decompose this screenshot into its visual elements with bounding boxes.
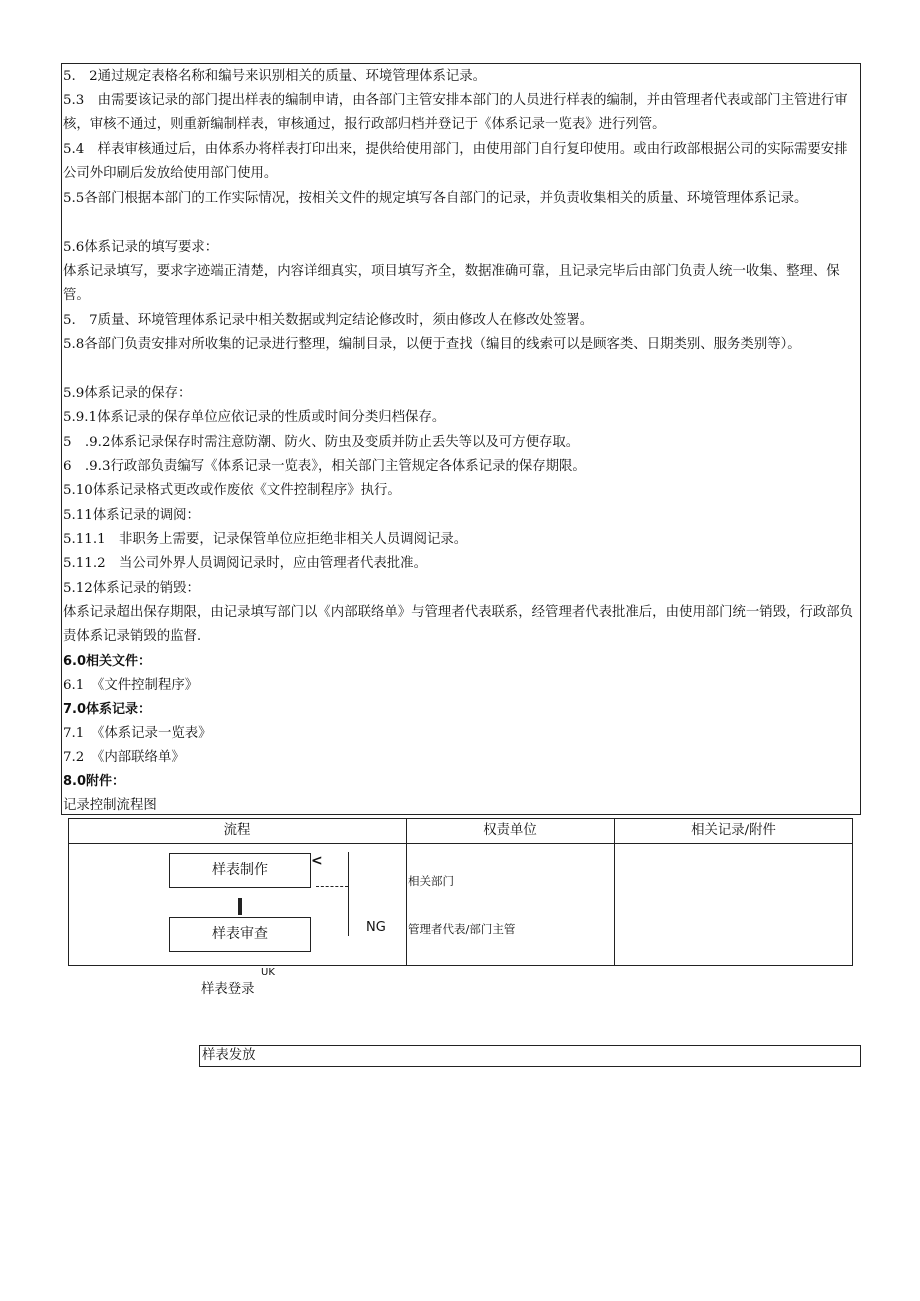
ng-label: NG xyxy=(366,920,386,935)
flow-connector xyxy=(238,898,242,915)
section-7-heading: 7.0体系记录： xyxy=(63,702,152,717)
feedback-arrow-icon: < xyxy=(311,853,323,869)
feedback-vertical-line xyxy=(348,852,349,936)
para-5-6-detail: 体系记录填写，要求字迹端正清楚，内容详细真实，项目填写齐全，数据准确可靠，且记录完毕后由部门负责人统一收集、整理、保管。 xyxy=(63,264,840,304)
para-5-2: 5. 2通过规定表格名称和编号来识别相关的质量、环境管理体系记录。 xyxy=(63,69,487,84)
para-5-12: 5.12体系记录的销毁： xyxy=(63,581,200,596)
para-5-12-detail: 体系记录超出保存期限，由记录填写部门以《内部联络单》与管理者代表联系，经管理者代表批准后，由使用部门统一销毁，行政部负责体系记录销毁的监督. xyxy=(63,605,854,645)
para-6-9-3: 6 .9.3行政部负责编写《体系记录一览表》，相关部门主管规定各体系记录的保存期限。 xyxy=(63,459,586,474)
dept-manager-rep: 管理者代表/部门主管 xyxy=(408,922,516,936)
para-5-8: 5.8各部门负责安排对所收集的记录进行整理，编制目录，以便于查找（编目的线索可以是顾客类、日期类别、服务类别等）。 xyxy=(63,337,801,352)
para-5-4: 5.4 样表审核通过后，由体系办将样表打印出来，提供给使用部门，由使用部门自行复印使用。或由行政部根据公司的实际需要安排公司外印刷后发放给使用部门使用。 xyxy=(63,142,848,182)
section-8-heading: 8.0附件： xyxy=(63,774,126,789)
feedback-dashed-line xyxy=(316,886,348,887)
para-5-11: 5.11体系记录的调阅： xyxy=(63,508,200,523)
step-sample-distribute: 样表发放 xyxy=(202,1048,256,1063)
para-5-11-1: 5.11.1 非职务上需要，记录保管单位应拒绝非相关人员调阅记录。 xyxy=(63,532,468,547)
para-5-7: 5. 7质量、环境管理体系记录中相关数据或判定结论修改时，须由修改人在修改处签署。 xyxy=(63,313,594,328)
section-7-item-1: 7.1 《体系记录一览表》 xyxy=(63,726,212,741)
para-5-9-1: 5.9.1体系记录的保存单位应依记录的性质或时间分类归档保存。 xyxy=(63,410,446,425)
para-5-9: 5.9体系记录的保存： xyxy=(63,386,192,401)
section-6-heading: 6.0相关文件： xyxy=(63,654,152,669)
para-5-5: 5.5各部门根据本部门的工作实际情况，按相关文件的规定填写各自部门的记录，并负责收集相关的质量、环境管理体系记录。 xyxy=(63,191,808,206)
flow-box-sample-create: 样表制作 xyxy=(169,853,311,888)
header-process: 流程 xyxy=(223,823,251,838)
section-6-item-1: 6.1 《文件控制程序》 xyxy=(63,678,199,693)
header-related-records: 相关记录/附件 xyxy=(691,823,776,838)
step-sample-register: 样表登录 xyxy=(201,982,255,997)
para-5-10: 5.10体系记录格式更改或作废依《文件控制程序》执行。 xyxy=(63,483,401,498)
flowchart-caption: 记录控制流程图 xyxy=(63,798,157,813)
para-5-3: 5.3 由需要该记录的部门提出样表的编制申请，由各部门主管安排本部门的人员进行样表的编制，并由管理者代表或部门主管进行审核，审核不通过，则重新编制样表，审核通过，报行政部归档并登记于《体系记录一览表》进行列管。 xyxy=(63,93,848,133)
dept-related: 相关部门 xyxy=(408,874,454,888)
para-5-11-2: 5.11.2 当公司外界人员调阅记录时，应由管理者代表批准。 xyxy=(63,556,427,571)
para-5-6: 5.6体系记录的填写要求： xyxy=(63,240,219,255)
flow-box-sample-review: 样表审查 xyxy=(169,917,311,952)
header-responsible-unit: 权责单位 xyxy=(483,823,537,838)
ok-label: UK xyxy=(261,967,275,978)
section-7-item-2: 7.2 《内部联络单》 xyxy=(63,750,185,765)
para-5-9-2: 5 .9.2体系记录保存时需注意防潮、防火、防虫及变质并防止丢失等以及可方便存取。 xyxy=(63,435,580,450)
